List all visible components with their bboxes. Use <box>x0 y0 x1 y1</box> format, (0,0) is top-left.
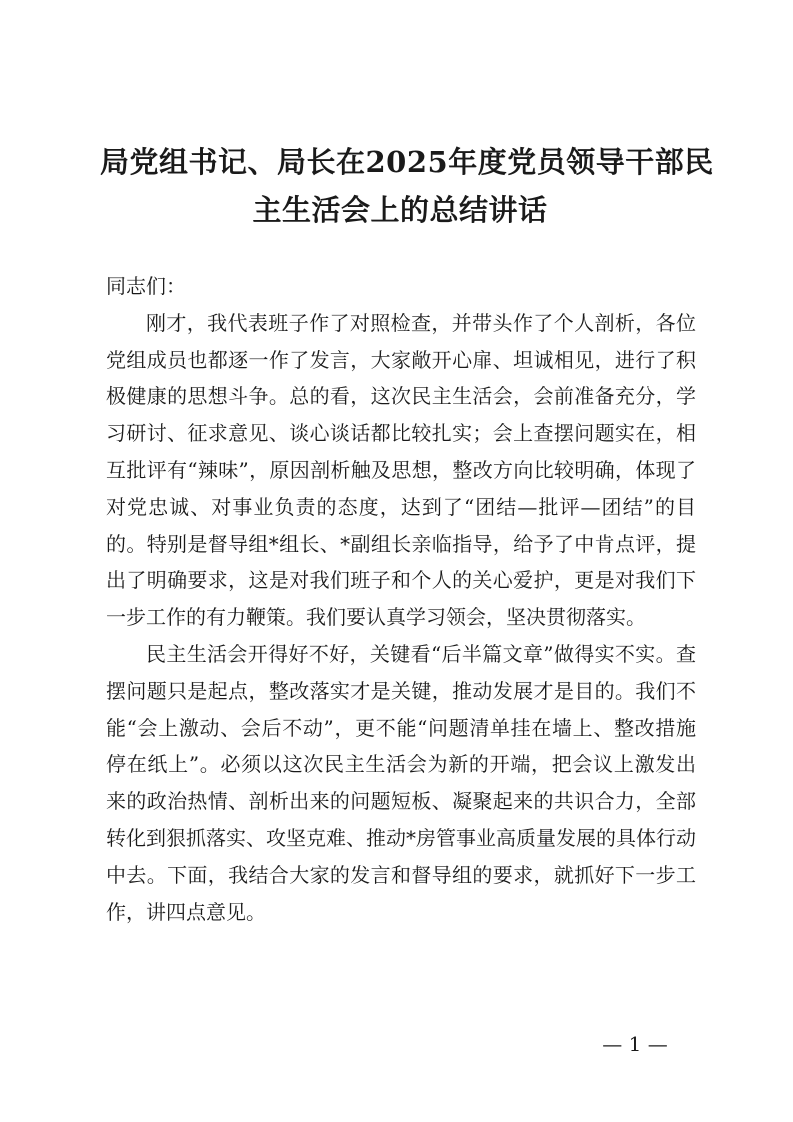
page-number: — 1 — <box>602 1032 668 1056</box>
document-body <box>106 268 696 930</box>
title-line-1: 局党组书记、局长在2025年度党员领导干部民 <box>100 145 714 179</box>
page-title <box>100 138 714 234</box>
title-line-2: 主生活会上的总结讲话 <box>252 193 548 227</box>
salutation: 同志们： <box>106 274 186 298</box>
paragraph-1: 刚才，我代表班子作了对照检查，并带头作了个人剖析，各位党组成员也都逐一作了发言，大家敞开心扉、坦诚相见，进行了积极健康的思想斗争。总的看，这次民主生活会，会前准备充分，学习研讨、征求意见、谈心谈话都比较扎实；会上查摆问题实在，相互批评有“辣味”，原因剖析触及思想，整改方向比较明确，体现了对党忠诚、对事业负责的态度，达到了“团结—批评—团结”的目的。特别是督导组*组长、*副组长亲临指导，给予了中肯点评，提出了明确要求，这是对我们班子和个人的关心爱护，更是对我们下一步工作的有力鞭策。我们要认真学习领会，坚决贯彻落实。 <box>106 310 696 630</box>
paragraph-2: 民主生活会开得好不好，关键看“后半篇文章”做得实不实。查摆问题只是起点，整改落实才是关键，推动发展才是目的。我们不能“会上激动、会后不动”，更不能“问题清单挂在墙上、整改措施停在纸上”。必须以这次民主生活会为新的开端，把会议上激发出来的政治热情、剖析出来的问题短板、凝聚起来的共识合力，全部转化到狠抓落实、攻坚克难、推动*房管事业高质量发展的具体行动中去。下面，我结合大家的发言和督导组的要求，就抓好下一步工作，讲四点意见。 <box>106 641 696 924</box>
